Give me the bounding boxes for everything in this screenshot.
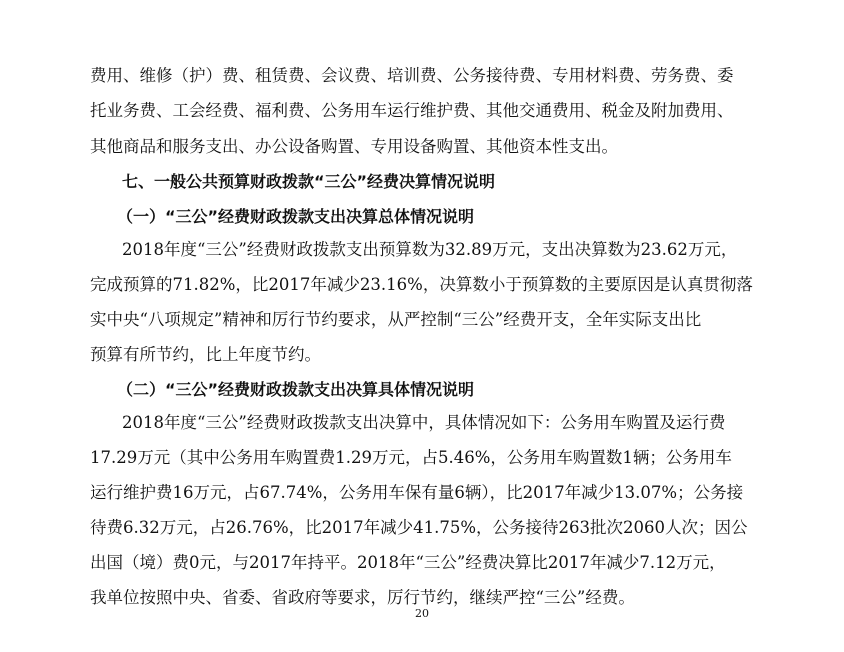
- line-text: 预算有所节约，比上年度节约。: [90, 345, 321, 364]
- line-text: 完成预算的71.82%，比2017年减少23.16%，决算数小于预算数的主要原因是认真贯彻落: [90, 275, 753, 294]
- line-text: 2018年度“三公”经费财政拨款支出预算数为32.89万元，支出决算数为23.62万元，: [122, 240, 738, 259]
- line-text: 待费6.32万元，占26.76%，比2017年减少41.75%，公务接待263批次2060人次；因公: [90, 518, 748, 537]
- line-text: 运行维护费16万元，占67.74%，公务用车保有量6辆），比2017年减少13.07%；公务接: [90, 483, 744, 502]
- line-text: 出国（境）费0元，与2017年持平。2018年“三公”经费决算比2017年减少7.12万元，: [90, 553, 726, 572]
- page-number: 20: [415, 607, 429, 620]
- heading-text: （一）“三公”经费财政拨款支出决算总体情况说明: [117, 207, 475, 226]
- line-text: 我单位按照中央、省委、省政府等要求，厉行节约，继续严控“三公”经费。: [90, 588, 635, 607]
- line-text: 费用、维修（护）费、租赁费、会议费、培训费、公务接待费、专用材料费、劳务费、委: [90, 66, 734, 85]
- line-text: 17.29万元（其中公务用车购置费1.29万元，占5.46%，公务用车购置数1辆；公务用车: [90, 448, 732, 467]
- heading-text: 七、一般公共预算财政拨款“三公”经费决算情况说明: [122, 172, 496, 191]
- line-text: 托业务费、工会经费、福利费、公务用车运行维护费、其他交通费用、税金及附加费用、: [90, 101, 734, 120]
- line-text: 2018年度“三公”经费财政拨款支出决算中，具体情况如下：公务用车购置及运行费: [122, 413, 726, 432]
- heading-text: （二）“三公”经费财政拨款支出决算具体情况说明: [117, 380, 475, 399]
- line-text: 实中央“八项规定”精神和厉行节约要求，从严控制“三公”经费开支，全年实际支出比: [90, 310, 702, 329]
- line-text: 其他商品和服务支出、办公设备购置、专用设备购置、其他资本性支出。: [90, 137, 618, 156]
